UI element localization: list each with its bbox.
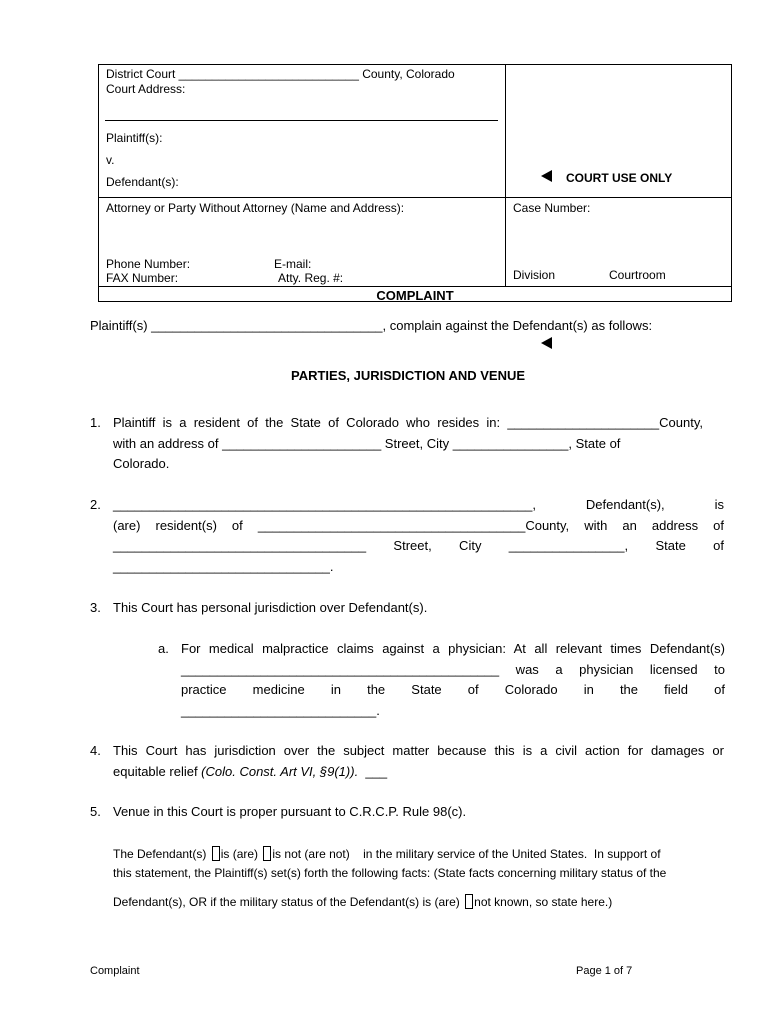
military-line-2: this statement, the Plaintiff(s) set(s) forth the following facts: (State facts concerning military status of the: [113, 866, 667, 880]
item-1-line-2: with an address of ______________________ Street, City ________________, State of: [113, 435, 621, 451]
is-are-checkbox[interactable]: [212, 846, 220, 861]
military-l3-start: Defendant(s), OR if the military status of the Defendant(s) is (are): [113, 895, 464, 909]
item-5-text: Venue in this Court is proper pursuant to C.R.C.P. Rule 98(c).: [113, 804, 467, 819]
footer-label: Complaint: [90, 965, 140, 977]
military-line-1: [113, 846, 661, 861]
fax-label: FAX Number:: [106, 271, 179, 285]
case-number-label: Case Number:: [513, 201, 591, 215]
section-heading: PARTIES, JURISDICTION AND VENUE: [290, 368, 526, 383]
atty-reg-label: Atty. Reg. #:: [278, 271, 344, 285]
item-4-number: 4.: [90, 743, 101, 758]
item-4-citation: (Colo. Const. Art VI, §9(1)).: [201, 763, 359, 779]
item-4-line-2-start: equitable relief: [113, 763, 202, 779]
item-1-text: [113, 413, 703, 475]
defendants-label: Defendant(s):: [106, 175, 179, 189]
military-l1-is: is (are): [220, 847, 262, 861]
item-5-number: 5.: [90, 804, 101, 819]
court-use-arrow-icon: [541, 169, 552, 187]
item-1-line-1: Plaintiff is a resident of the State of Colorado who resides in: _____________________County,: [113, 415, 703, 430]
not-known-checkbox[interactable]: [465, 894, 473, 909]
item-2-line-1: __________________________________________________________, Defendant(s), is: [113, 497, 724, 512]
division-label: Division: [513, 268, 556, 282]
item-4-line-2: [113, 762, 724, 783]
versus-label: v.: [106, 153, 115, 167]
page-number: Page 1 of 7: [576, 965, 633, 977]
intro-arrow-icon: [541, 336, 552, 354]
item-2-line-3: ___________________________________ Street, City ________________, State of: [113, 538, 724, 554]
item-3-number: 3.: [90, 600, 101, 615]
item-3-text: This Court has personal jurisdiction over Defendant(s).: [113, 600, 428, 615]
attorney-label: Attorney or Party Without Attorney (Name and Address):: [106, 201, 405, 215]
court-address-line: [105, 120, 498, 121]
email-label: E-mail:: [274, 257, 312, 271]
item-3a-line-3: practice medicine in the State of Colorado in the field of: [181, 682, 725, 698]
plaintiffs-label: Plaintiff(s):: [106, 131, 163, 145]
item-3a-line-4: ___________________________.: [181, 702, 380, 718]
caption-divider-bottom: [98, 286, 732, 287]
item-3a-letter: a.: [158, 641, 169, 656]
item-1-number: 1.: [90, 415, 101, 430]
court-address-label: Court Address:: [106, 82, 186, 96]
caption-divider-vertical: [505, 64, 506, 286]
item-3a-text: [181, 639, 725, 721]
district-court-line: District Court ___________________________ County, Colorado: [106, 67, 455, 81]
item-3a-line-1: For medical malpractice claims against a physician: At all relevant times Defendant(s): [181, 641, 725, 656]
intro-line: Plaintiff(s) ________________________________, complain against the Defendant(s) as follows:: [90, 318, 653, 333]
document-title: COMPLAINT: [376, 288, 454, 303]
military-l1-isnot: is not (are not) in the military service of the United States. In support of: [272, 847, 661, 861]
item-2-line-2: (are) resident(s) of _____________________________________County, with an address of: [113, 517, 724, 533]
military-l3-end: not known, so state here.): [474, 895, 613, 909]
phone-label: Phone Number:: [106, 257, 191, 271]
military-l1-start: The Defendant(s): [113, 847, 210, 861]
court-use-only-label: COURT USE ONLY: [566, 171, 673, 185]
courtroom-label: Courtroom: [609, 268, 666, 282]
item-4-line-1: This Court has jurisdiction over the subject matter because this is a civil action for damages or: [113, 743, 724, 758]
military-line-3: [113, 894, 612, 909]
item-2-text: [113, 495, 724, 577]
item-2-line-4: ______________________________.: [113, 558, 334, 574]
item-1-line-3: Colorado.: [113, 456, 170, 472]
is-not-checkbox[interactable]: [263, 846, 271, 861]
caption-divider-middle: [98, 197, 732, 198]
item-4-line-2-blank: ___: [358, 763, 388, 779]
item-4-text: [113, 741, 724, 782]
item-3a-line-2: ____________________________________________ was a physician licensed to: [181, 661, 725, 677]
item-2-number: 2.: [90, 497, 101, 512]
